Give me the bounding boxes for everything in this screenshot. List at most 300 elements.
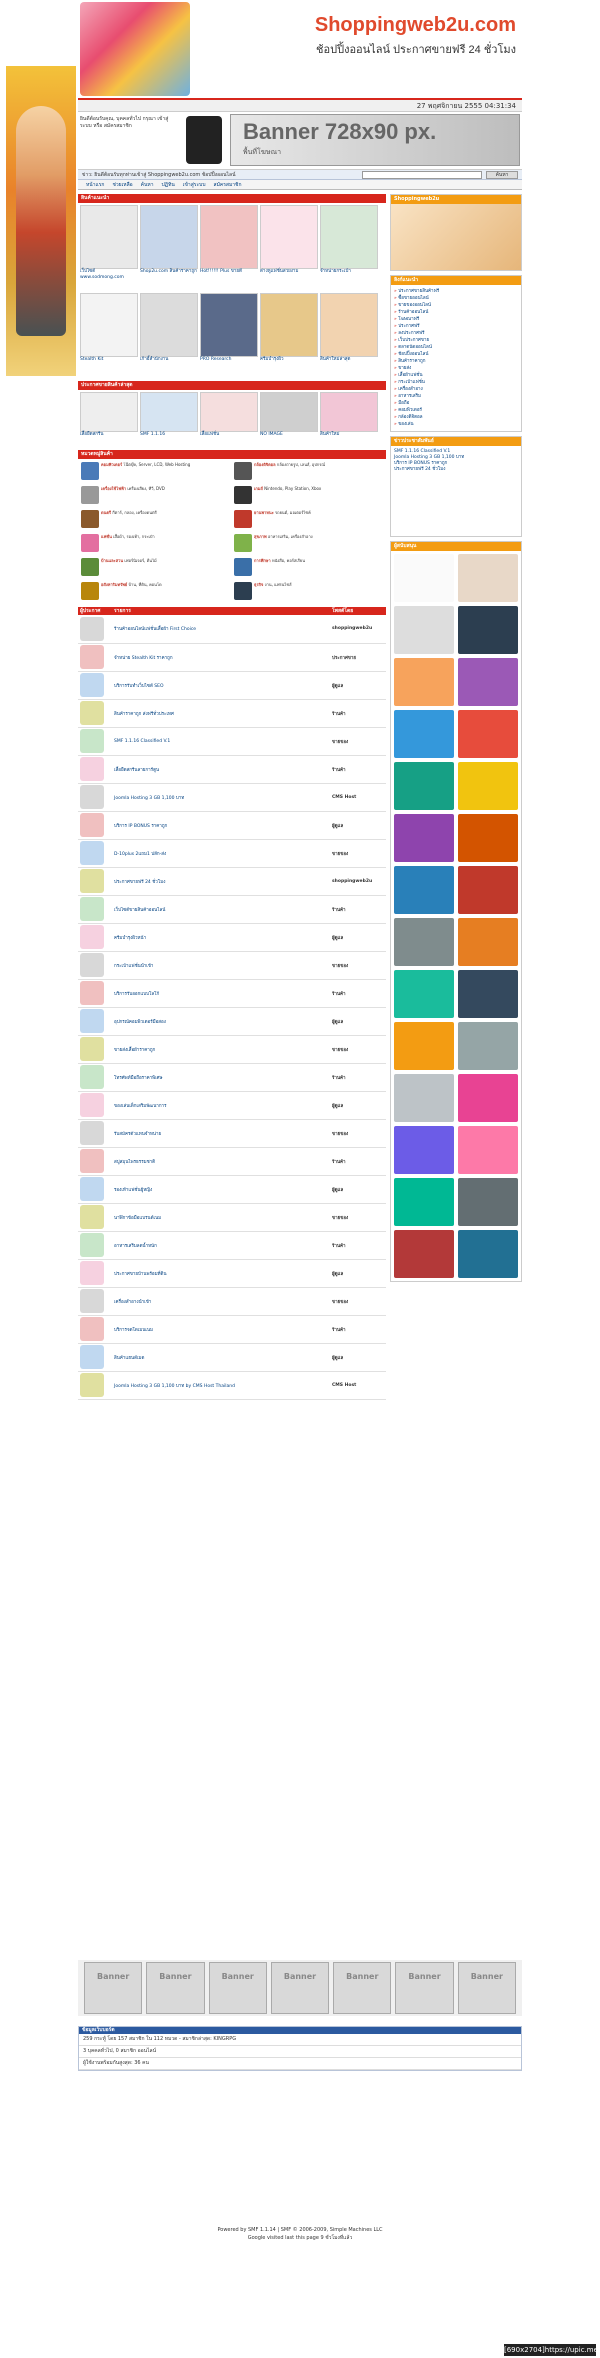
item-label[interactable]: จำหน่ายกระเป๋า xyxy=(320,269,351,274)
sponsor-ad[interactable] xyxy=(458,762,518,810)
topic-poster[interactable]: ประกาศขาย xyxy=(330,643,386,671)
table-row[interactable] xyxy=(78,755,386,783)
topic-title[interactable]: จำหน่าย Stealth Kit ราคาถูก xyxy=(112,643,330,671)
right-news xyxy=(390,436,522,537)
table-row[interactable] xyxy=(78,1231,386,1259)
table-row[interactable] xyxy=(78,1147,386,1175)
topic-poster[interactable]: shoppingweb2u xyxy=(330,615,386,643)
sponsor-ad[interactable] xyxy=(394,1230,454,1278)
table-row[interactable] xyxy=(78,1315,386,1343)
product-image[interactable] xyxy=(260,293,318,357)
right-link[interactable]: » ขายของออนไลน์ xyxy=(394,302,518,309)
right-link[interactable]: » เครื่องสำอาง xyxy=(394,386,518,393)
avatar[interactable] xyxy=(80,925,104,949)
avatar[interactable] xyxy=(80,1177,104,1201)
product-image[interactable] xyxy=(80,392,138,432)
latest-item[interactable] xyxy=(200,392,258,448)
table-row[interactable] xyxy=(78,1063,386,1091)
table-row[interactable] xyxy=(78,699,386,727)
avatar[interactable] xyxy=(80,813,104,837)
avatar[interactable] xyxy=(80,617,104,641)
topic-title[interactable]: อุปกรณ์คอมพิวเตอร์มือสอง xyxy=(112,1007,330,1035)
right-link[interactable]: » ร้านค้าออนไลน์ xyxy=(394,309,518,316)
category-item[interactable] xyxy=(81,534,230,556)
item-label[interactable]: NO IMAGE xyxy=(260,432,283,437)
topic-poster[interactable]: ผู้ดูแล xyxy=(330,1175,386,1203)
category-item[interactable] xyxy=(234,534,383,556)
right-ads xyxy=(390,541,522,1282)
sponsor-ad[interactable] xyxy=(394,1178,454,1226)
topic-poster[interactable]: shoppingweb2u xyxy=(330,867,386,895)
topic-poster[interactable]: ผู้ดูแล xyxy=(330,1007,386,1035)
topic-title[interactable]: ร้านค้าออนไลน์แฟชั่นเสื้อผ้า First Choice xyxy=(112,615,330,643)
topic-poster[interactable]: ร้านค้า xyxy=(330,699,386,727)
avatar[interactable] xyxy=(80,1149,104,1173)
category-desc: อาหารเสริม, เครื่องสำอาง xyxy=(267,534,313,539)
category-name[interactable]: ยานพาหนะ xyxy=(254,510,274,515)
topic-poster[interactable]: CMS Host xyxy=(330,783,386,811)
latest-item[interactable] xyxy=(260,392,318,448)
featured-item[interactable] xyxy=(320,293,378,379)
product-image[interactable] xyxy=(320,293,378,357)
category-item[interactable] xyxy=(234,510,383,532)
topic-title[interactable]: สินค้าราคาถูก ส่งฟรีทั่วประเทศ xyxy=(112,699,330,727)
avatar-cell xyxy=(78,1007,112,1035)
home-icon xyxy=(81,558,99,576)
item-label[interactable]: SMF 1.1.16 xyxy=(140,432,166,437)
item-label[interactable]: สินค้าใหม่ xyxy=(320,432,340,437)
main-tabs xyxy=(78,180,522,190)
topic-title[interactable]: ของเล่นเด็กเสริมพัฒนาการ xyxy=(112,1091,330,1119)
topic-poster[interactable]: ร้านค้า xyxy=(330,1315,386,1343)
topic-title[interactable]: บริการรับทำเว็บไซต์ SEO xyxy=(112,671,330,699)
avatar[interactable] xyxy=(80,869,104,893)
promo-image[interactable] xyxy=(391,204,521,270)
sponsor-ad[interactable] xyxy=(394,814,454,862)
topic-title[interactable]: สบู่สมุนไพรธรรมชาติ xyxy=(112,1147,330,1175)
product-image[interactable] xyxy=(260,205,318,269)
bottom-banner[interactable]: Banner xyxy=(84,1962,142,2014)
topic-poster[interactable]: ขายของ xyxy=(330,1119,386,1147)
featured-item[interactable] xyxy=(200,205,258,291)
item-label[interactable]: Shop2u.com สินค้าราคาถูก xyxy=(140,269,197,274)
right-link[interactable]: » เว็บประกาศขาย xyxy=(394,337,518,344)
right-link[interactable]: » คอมพิวเตอร์ xyxy=(394,407,518,414)
sponsor-ad[interactable] xyxy=(458,814,518,862)
tab-home[interactable]: หน้าแรก xyxy=(86,182,105,188)
right-link[interactable]: » สินค้าราคาถูก xyxy=(394,358,518,365)
topic-title[interactable]: รองเท้าแฟชั่นผู้หญิง xyxy=(112,1175,330,1203)
featured-header: สินค้าแนะนำ xyxy=(78,194,386,203)
topic-title[interactable]: เว็บไซต์ขายสินค้าออนไลน์ xyxy=(112,895,330,923)
topic-poster[interactable]: ขายของ xyxy=(330,727,386,755)
category-name[interactable]: การศึกษา xyxy=(254,558,271,563)
topic-poster[interactable]: ร้านค้า xyxy=(330,755,386,783)
fashion-icon xyxy=(81,534,99,552)
avatar[interactable] xyxy=(80,645,104,669)
latest-item[interactable] xyxy=(80,392,138,448)
topic-poster[interactable]: ผู้ดูแล xyxy=(330,1343,386,1371)
item-label[interactable]: เสื้อยืดสกรีน xyxy=(80,432,104,437)
car-icon xyxy=(234,510,252,528)
sponsor-ad[interactable] xyxy=(394,866,454,914)
topic-title[interactable]: D-10plus 2แถม1 ปลีก-ส่ง xyxy=(112,839,330,867)
footer xyxy=(78,2226,522,2242)
item-label[interactable]: เว็บไซต์ www.sodmong.com xyxy=(80,269,124,280)
table-row[interactable] xyxy=(78,727,386,755)
avatar[interactable] xyxy=(80,1345,104,1369)
right-link[interactable]: » อาหารเสริม xyxy=(394,393,518,400)
ads-header: ผู้สนับสนุน xyxy=(391,542,521,551)
table-row[interactable] xyxy=(78,951,386,979)
category-name[interactable]: อสังหาริมทรัพย์ xyxy=(101,582,128,587)
avatar[interactable] xyxy=(80,897,104,921)
sponsor-ad[interactable] xyxy=(394,1022,454,1070)
product-image[interactable] xyxy=(320,205,378,269)
featured-item[interactable] xyxy=(320,205,378,291)
sponsor-ad[interactable] xyxy=(394,1126,454,1174)
sponsor-ad[interactable] xyxy=(394,606,454,654)
avatar[interactable] xyxy=(80,1037,104,1061)
avatar-cell xyxy=(78,727,112,755)
avatar[interactable] xyxy=(80,841,104,865)
right-link[interactable]: » มือถือ xyxy=(394,400,518,407)
topic-poster[interactable]: ขายของ xyxy=(330,1035,386,1063)
category-name[interactable]: ดนตรี xyxy=(101,510,112,515)
promo-header: Shoppingweb2u xyxy=(391,195,521,204)
avatar-cell xyxy=(78,699,112,727)
avatar[interactable] xyxy=(80,1065,104,1089)
news-item[interactable]: ประกาศขายฟรี 24 ชั่วโมง xyxy=(394,467,446,472)
avatar[interactable] xyxy=(80,1093,104,1117)
table-row[interactable] xyxy=(78,1287,386,1315)
product-image[interactable] xyxy=(140,205,198,269)
table-row[interactable] xyxy=(78,1259,386,1287)
topic-title[interactable]: ขายส่งเสื้อผ้าราคาถูก xyxy=(112,1035,330,1063)
topic-title[interactable]: กระเป๋าแฟชั่นนำเข้า xyxy=(112,951,330,979)
category-item[interactable] xyxy=(81,510,230,532)
table-row[interactable] xyxy=(78,979,386,1007)
category-name[interactable]: สุขภาพ xyxy=(254,534,267,539)
category-item[interactable] xyxy=(234,582,383,604)
avatar[interactable] xyxy=(80,785,104,809)
news-item[interactable]: Joomla Hosting 3 GB 1,100 บาท xyxy=(394,455,465,460)
topic-poster[interactable]: ร้านค้า xyxy=(330,979,386,1007)
item-label[interactable]: สินค้าใหม่ล่าสุด xyxy=(320,357,351,362)
topic-poster[interactable]: ขายของ xyxy=(330,951,386,979)
right-link[interactable]: » กระเป๋าแฟชั่น xyxy=(394,379,518,386)
table-header xyxy=(78,607,386,615)
sponsor-ad[interactable] xyxy=(458,554,518,602)
sponsor-ad[interactable] xyxy=(458,918,518,966)
avatar-cell xyxy=(78,951,112,979)
avatar-cell xyxy=(78,1287,112,1315)
right-link[interactable]: » กล้องดิจิตอล xyxy=(394,414,518,421)
avatar[interactable] xyxy=(80,1289,104,1313)
topic-title[interactable]: ครีมบำรุงผิวหน้า xyxy=(112,923,330,951)
news-item[interactable]: SMF 1.1.16 Classified V.1 xyxy=(394,449,451,454)
category-name[interactable]: เกมส์ xyxy=(254,486,263,491)
topic-poster[interactable]: ผู้ดูแล xyxy=(330,1091,386,1119)
col-avatar: ผู้ประกาศ xyxy=(78,607,112,615)
featured-item[interactable] xyxy=(140,205,198,291)
sponsor-ad[interactable] xyxy=(458,1230,518,1278)
table-row[interactable] xyxy=(78,1119,386,1147)
topic-title[interactable]: รับสมัครตัวแทนจำหน่าย xyxy=(112,1119,330,1147)
news-header: ข่าวประชาสัมพันธ์ xyxy=(391,437,521,446)
topic-title[interactable]: Joomla Hosting 3 GB 1,100 บาท by CMS Host Thailand xyxy=(112,1371,330,1399)
stats-line: ผู้ใช้งานพร้อมกันสูงสุด: 36 คน xyxy=(79,2058,521,2070)
sponsor-ad[interactable] xyxy=(394,1074,454,1122)
tab-register[interactable]: สมัครสมาชิก xyxy=(213,182,242,188)
top-banner[interactable] xyxy=(230,114,520,166)
category-name[interactable]: เครื่องใช้ไฟฟ้า xyxy=(101,486,127,491)
topic-poster[interactable]: ผู้ดูแล xyxy=(330,671,386,699)
model-figure xyxy=(16,106,66,336)
avatar[interactable] xyxy=(80,1233,104,1257)
avatar[interactable] xyxy=(80,1009,104,1033)
category-name[interactable]: กล้องดิจิตอล xyxy=(254,462,276,467)
sponsor-ad[interactable] xyxy=(394,762,454,810)
sponsor-ad[interactable] xyxy=(458,1126,518,1174)
sponsor-ad[interactable] xyxy=(394,710,454,758)
topic-poster[interactable]: ขายของ xyxy=(330,1287,386,1315)
tab-search[interactable]: ค้นหา xyxy=(140,182,154,188)
avatar-cell xyxy=(78,1315,112,1343)
topic-poster[interactable]: ร้านค้า xyxy=(330,1063,386,1091)
topic-title[interactable]: บริการรับออกแบบโลโก้ xyxy=(112,979,330,1007)
avatar[interactable] xyxy=(80,729,104,753)
avatar[interactable] xyxy=(80,1317,104,1341)
category-item[interactable] xyxy=(81,486,230,508)
item-label[interactable]: ครีมบำรุงผิว xyxy=(260,357,284,362)
right-link[interactable]: » ช้อปปิ้งออนไลน์ xyxy=(394,351,518,358)
tab-login[interactable]: เข้าสู่ระบบ xyxy=(182,182,206,188)
category-desc: หนังสือ, คอร์สเรียน xyxy=(271,558,305,563)
news-item[interactable]: บริการ IP BONUS ราคาถูก xyxy=(394,461,448,466)
avatar[interactable] xyxy=(80,1205,104,1229)
stats-line: 3 บุคคลทั่วไป, 0 สมาชิก ออนไลน์ xyxy=(79,2046,521,2058)
table-row[interactable] xyxy=(78,1035,386,1063)
table-row[interactable] xyxy=(78,643,386,671)
search-button[interactable]: ค้นหา xyxy=(486,171,518,179)
category-item[interactable] xyxy=(81,582,230,604)
user-box xyxy=(78,112,522,170)
site-name[interactable]: Shoppingweb2u.com xyxy=(314,14,516,36)
topic-title[interactable]: Joomla Hosting 3 GB 1,100 บาท xyxy=(112,783,330,811)
table-row[interactable] xyxy=(78,867,386,895)
item-label[interactable]: ต่างหูแฟชั่นสวยงาม xyxy=(260,269,299,274)
right-promo xyxy=(390,194,522,271)
topic-title[interactable]: สินค้าแฮนด์เมด xyxy=(112,1343,330,1371)
table-row[interactable] xyxy=(78,615,386,643)
phone-image xyxy=(186,116,222,164)
product-image[interactable] xyxy=(200,392,258,432)
topic-poster[interactable]: ร้านค้า xyxy=(330,1147,386,1175)
topic-poster[interactable]: ขายของ xyxy=(330,839,386,867)
category-item[interactable] xyxy=(234,486,383,508)
product-image[interactable] xyxy=(80,205,138,269)
category-name[interactable]: บ้านและสวน xyxy=(101,558,124,563)
table-row[interactable] xyxy=(78,1007,386,1035)
topic-title[interactable]: โทรศัพท์มือถือราคาพิเศษ xyxy=(112,1063,330,1091)
category-item[interactable] xyxy=(234,558,383,580)
right-link[interactable]: » ของเล่น xyxy=(394,421,518,428)
product-image[interactable] xyxy=(80,293,138,357)
avatar-cell xyxy=(78,671,112,699)
bottom-banner[interactable]: Banner xyxy=(333,1962,391,2014)
item-label[interactable]: Hot!!!!!! Plus ขายดี xyxy=(200,269,242,274)
avatar-cell xyxy=(78,1231,112,1259)
topics-table xyxy=(78,607,386,1400)
topic-poster[interactable]: ร้านค้า xyxy=(330,895,386,923)
table-row[interactable] xyxy=(78,811,386,839)
category-item[interactable] xyxy=(81,462,230,484)
topic-poster[interactable]: CMS Host xyxy=(330,1371,386,1399)
sponsor-ad[interactable] xyxy=(458,1074,518,1122)
featured-item[interactable] xyxy=(140,293,198,379)
table-row[interactable] xyxy=(78,895,386,923)
bottom-banner[interactable]: Banner xyxy=(271,1962,329,2014)
right-link[interactable]: » ประกาศขายสินค้าฟรี xyxy=(394,288,518,295)
product-image[interactable] xyxy=(140,392,198,432)
category-name[interactable]: แฟชั่น xyxy=(101,534,112,539)
item-label[interactable]: เสื้อแฟชั่น xyxy=(200,432,220,437)
featured-item[interactable] xyxy=(80,293,138,379)
topic-poster[interactable]: ผู้ดูแล xyxy=(330,811,386,839)
category-desc: เสื้อผ้า, รองเท้า, กระเป๋า xyxy=(113,534,155,539)
sponsor-ad[interactable] xyxy=(394,554,454,602)
item-label[interactable]: Stealth Kit xyxy=(80,357,104,362)
health-icon xyxy=(234,534,252,552)
footer-copyright[interactable]: Powered by SMF 1.1.14 | SMF © 2006-2009, Simple Machines LLC xyxy=(217,2227,383,2233)
tab-help[interactable]: ช่วยเหลือ xyxy=(112,182,133,188)
topic-poster[interactable]: ผู้ดูแล xyxy=(330,1259,386,1287)
item-label[interactable]: เก้าอี้สำนักงาน xyxy=(140,357,169,362)
avatar-cell xyxy=(78,895,112,923)
product-image[interactable] xyxy=(200,205,258,269)
welcome-text: ยินดีต้อนรับคุณ, บุคคลทั่วไป กรุณา เข้าสู่ระบบ หรือ สมัครสมาชิก xyxy=(80,116,169,129)
right-link[interactable]: » ขายส่ง xyxy=(394,365,518,372)
sponsor-ad[interactable] xyxy=(394,970,454,1018)
avatar[interactable] xyxy=(80,1261,104,1285)
topic-title[interactable]: SMF 1.1.16 Classified V.1 xyxy=(112,727,330,755)
latest-item[interactable] xyxy=(320,392,378,448)
category-name[interactable]: คอมพิวเตอร์ xyxy=(101,462,123,467)
avatar[interactable] xyxy=(80,1121,104,1145)
ad-grid xyxy=(391,551,521,1281)
avatar[interactable] xyxy=(80,953,104,977)
avatar[interactable] xyxy=(80,701,104,725)
news-body xyxy=(391,446,521,536)
avatar-cell xyxy=(78,979,112,1007)
table-row[interactable] xyxy=(78,1343,386,1371)
left-side-banner[interactable] xyxy=(6,66,76,376)
item-label[interactable]: PRO Research xyxy=(200,357,232,362)
featured-item[interactable] xyxy=(80,205,138,291)
table-row[interactable] xyxy=(78,783,386,811)
stats-header: ข้อมูลเว็บบอร์ด xyxy=(79,2027,521,2034)
table-row[interactable] xyxy=(78,1175,386,1203)
topic-title[interactable]: เครื่องสำอางนำเข้า xyxy=(112,1287,330,1315)
topic-title[interactable]: นาฬิกาข้อมือแบรนด์เนม xyxy=(112,1203,330,1231)
avatar-cell xyxy=(78,783,112,811)
right-link[interactable]: » เสื้อผ้าแฟชั่น xyxy=(394,372,518,379)
topic-poster[interactable]: ผู้ดูแล xyxy=(330,923,386,951)
sponsor-ad[interactable] xyxy=(394,658,454,706)
product-image[interactable] xyxy=(140,293,198,357)
topic-title[interactable]: ประกาศขายฟรี 24 ชั่วโมง xyxy=(112,867,330,895)
category-name[interactable]: ธุรกิจ xyxy=(254,582,264,587)
sponsor-ad[interactable] xyxy=(458,1178,518,1226)
latest-item[interactable] xyxy=(140,392,198,448)
sponsor-ad[interactable] xyxy=(394,918,454,966)
links-header: ลิงก์แนะนำ xyxy=(391,276,521,285)
avatar[interactable] xyxy=(80,1373,104,1397)
tab-calendar[interactable]: ปฏิทิน xyxy=(161,182,175,188)
avatar-cell xyxy=(78,615,112,643)
topic-poster[interactable]: ขายของ xyxy=(330,1203,386,1231)
featured-item[interactable] xyxy=(260,205,318,291)
bottom-banner[interactable]: Banner xyxy=(395,1962,453,2014)
topic-title[interactable]: บริการ IP BONUS ราคาถูก xyxy=(112,811,330,839)
avatar[interactable] xyxy=(80,673,104,697)
topic-title[interactable]: เสื้อยืดสกรีนลายการ์ตูน xyxy=(112,755,330,783)
bottom-banner[interactable]: Banner xyxy=(209,1962,267,2014)
sponsor-ad[interactable] xyxy=(458,606,518,654)
right-link[interactable]: » ซื้อขายออนไลน์ xyxy=(394,295,518,302)
featured-item[interactable] xyxy=(260,293,318,379)
product-image[interactable] xyxy=(320,392,378,432)
right-link[interactable]: » ตลาดนัดออนไลน์ xyxy=(394,344,518,351)
col-title: รายการ xyxy=(112,607,330,615)
sponsor-ad[interactable] xyxy=(458,710,518,758)
sponsor-ad[interactable] xyxy=(458,970,518,1018)
main-column xyxy=(78,194,386,1400)
avatar[interactable] xyxy=(80,757,104,781)
no-image-placeholder[interactable] xyxy=(260,392,318,432)
table-row[interactable] xyxy=(78,1203,386,1231)
topic-poster[interactable]: ร้านค้า xyxy=(330,1231,386,1259)
table-row[interactable] xyxy=(78,671,386,699)
right-link[interactable]: » โฆษณาฟรี xyxy=(394,316,518,323)
shopping-girl-logo[interactable] xyxy=(80,2,190,96)
table-row[interactable] xyxy=(78,839,386,867)
category-item[interactable] xyxy=(81,558,230,580)
bottom-banner[interactable]: Banner xyxy=(146,1962,204,2014)
topic-title[interactable]: ประกาศขายบ้านพร้อมที่ดิน xyxy=(112,1259,330,1287)
search-input[interactable] xyxy=(362,171,482,179)
category-item[interactable] xyxy=(234,462,383,484)
sponsor-ad[interactable] xyxy=(458,866,518,914)
topic-title[interactable]: บริการจดโดเมนเนม xyxy=(112,1315,330,1343)
category-desc: บ้าน, ที่ดิน, คอนโด xyxy=(128,582,162,587)
product-image[interactable] xyxy=(200,293,258,357)
topic-title[interactable]: อาหารเสริมลดน้ำหนัก xyxy=(112,1231,330,1259)
bottom-banner[interactable]: Banner xyxy=(458,1962,516,2014)
site-tagline: ช้อปปิ้งออนไลน์ ประกาศขายฟรี 24 ชั่วโมง xyxy=(316,44,516,56)
avatar[interactable] xyxy=(80,981,104,1005)
sponsor-ad[interactable] xyxy=(458,658,518,706)
date-bar: 27 พฤศจิกายน 2555 04:31:34 xyxy=(78,100,522,112)
right-link[interactable]: » ประกาศฟรี xyxy=(394,323,518,330)
sponsor-ad[interactable] xyxy=(458,1022,518,1070)
right-link[interactable]: » ลงประกาศฟรี xyxy=(394,330,518,337)
table-row[interactable] xyxy=(78,1371,386,1399)
table-row[interactable] xyxy=(78,1091,386,1119)
featured-item[interactable] xyxy=(200,293,258,379)
table-row[interactable] xyxy=(78,923,386,951)
